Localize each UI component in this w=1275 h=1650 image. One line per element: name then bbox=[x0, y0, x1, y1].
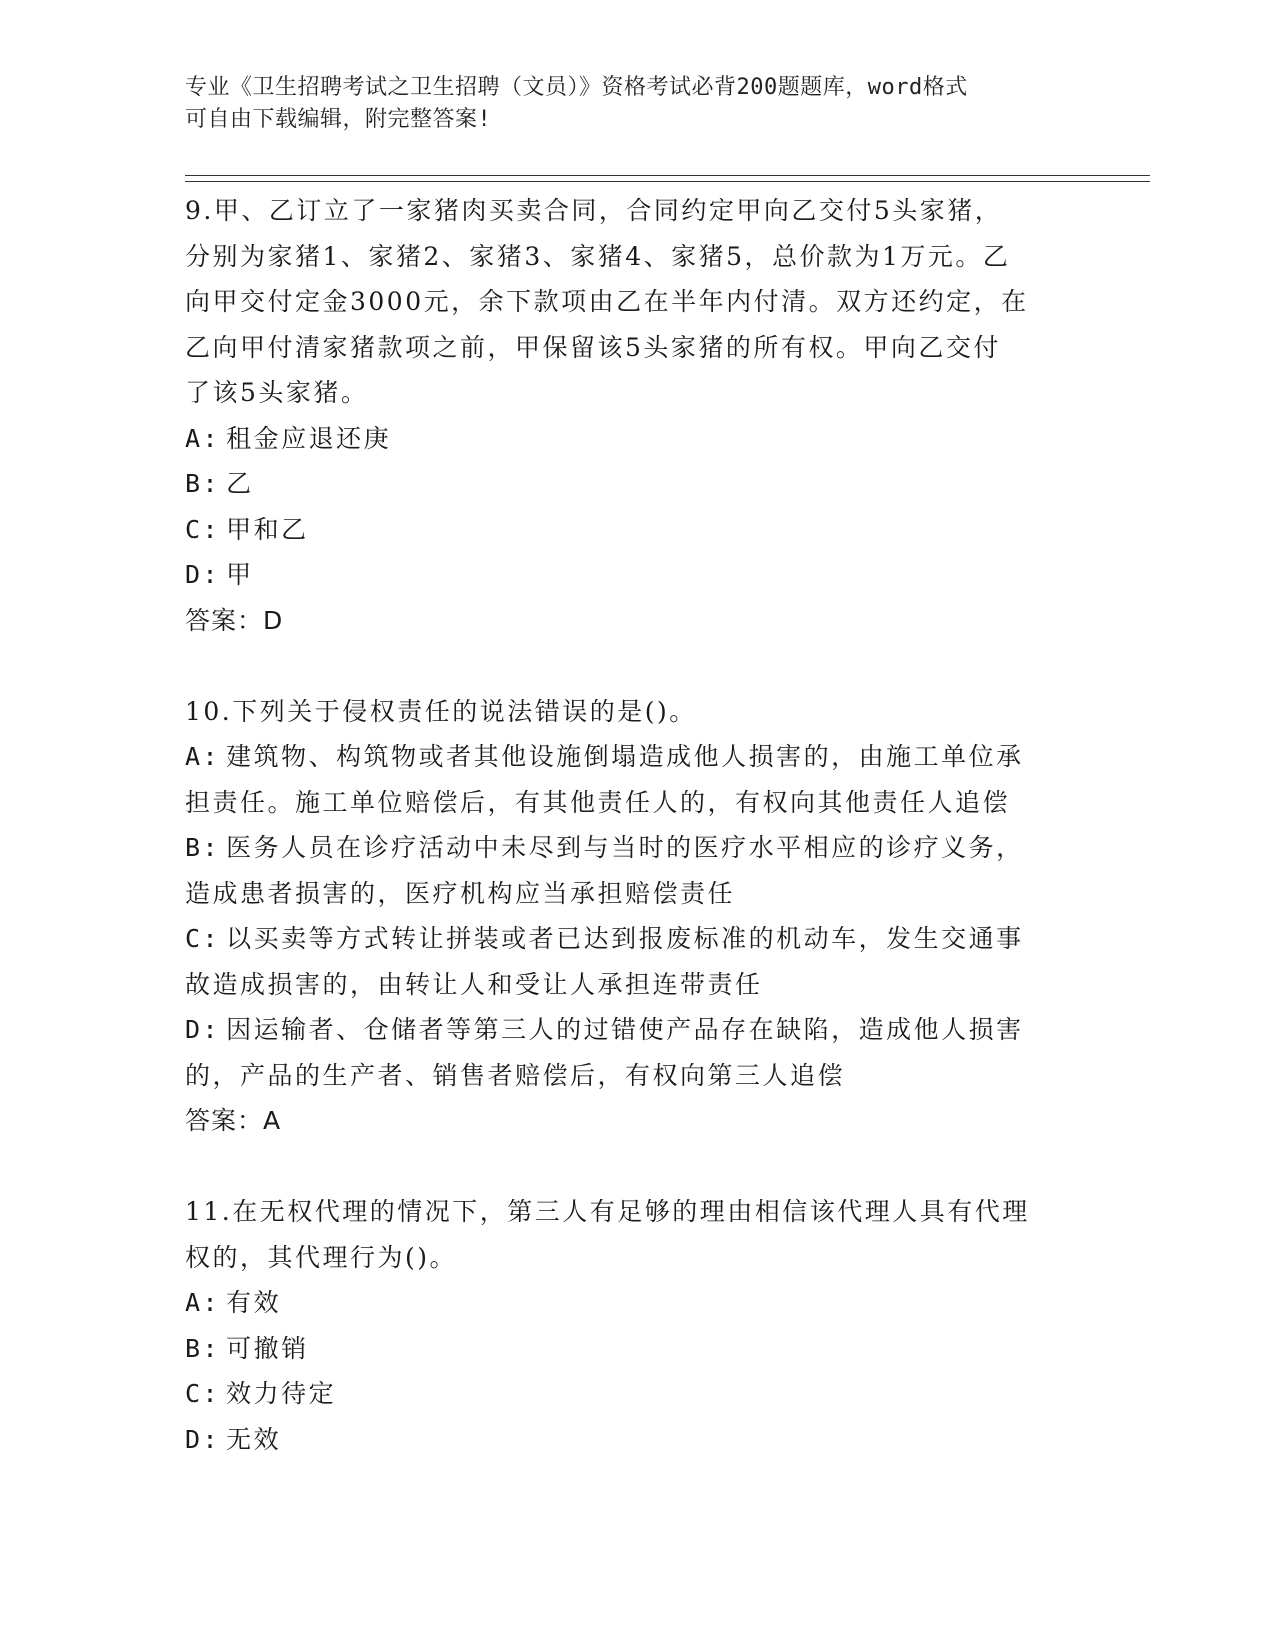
option-letter: A: bbox=[185, 423, 221, 453]
question-spacer bbox=[185, 1144, 1085, 1190]
question-stem-line: 11.在无权代理的情况下，第三人有足够的理由相信该代理人具有代理 bbox=[185, 1197, 1030, 1226]
option-line bbox=[185, 461, 1085, 507]
header-rule-top bbox=[185, 175, 1150, 176]
option-line bbox=[185, 1371, 1085, 1417]
option-text: 因运输者、仓储者等第三人的过错使产品存在缺陷，造成他人损害 bbox=[226, 1015, 1024, 1044]
question-block bbox=[185, 188, 1085, 643]
option-text: 以买卖等方式转让拼装或者已达到报废标准的机动车，发生交通事 bbox=[226, 924, 1024, 953]
option-line bbox=[185, 1007, 1085, 1053]
option-letter: C: bbox=[185, 924, 221, 953]
header-rule-bottom bbox=[185, 181, 1150, 182]
option-letter: B: bbox=[185, 1333, 221, 1363]
option-line bbox=[185, 871, 1085, 917]
question-stem-line: 乙向甲付清家猪款项之前，甲保留该5头家猪的所有权。甲向乙交付 bbox=[185, 332, 1001, 362]
option-line bbox=[185, 416, 1085, 462]
question-stem-line: 了该5头家猪。 bbox=[185, 378, 369, 407]
question-stem-line: 9.甲、乙订立了一家猪肉买卖合同，合同约定甲向乙交付5头家猪， bbox=[185, 196, 1003, 225]
option-text: 无效 bbox=[226, 1424, 282, 1454]
option-text: 甲 bbox=[226, 560, 254, 589]
option-line bbox=[185, 1417, 1085, 1463]
option-line bbox=[185, 1280, 1085, 1326]
option-text: 造成患者损害的，医疗机构应当承担赔偿责任 bbox=[185, 878, 736, 908]
header-line-1: 专业《卫生招聘考试之卫生招聘（文员）》资格考试必背200题题库，word格式 bbox=[185, 75, 968, 100]
option-text: 效力待定 bbox=[226, 1379, 337, 1408]
option-letter: A: bbox=[185, 742, 221, 771]
option-letter: D: bbox=[185, 1015, 221, 1044]
option-line bbox=[185, 1053, 1085, 1099]
question-stem-line: 分别为家猪1、家猪2、家猪3、家猪4、家猪5，总价款为1万元。乙 bbox=[185, 241, 1011, 271]
option-line bbox=[185, 916, 1085, 962]
question-list bbox=[185, 188, 1085, 1462]
option-text: 租金应退还庚 bbox=[226, 423, 392, 453]
option-line bbox=[185, 780, 1085, 826]
answer-line: 答案：D bbox=[185, 605, 284, 635]
option-text: 有效 bbox=[226, 1288, 282, 1317]
option-letter: C: bbox=[185, 514, 221, 544]
question-spacer bbox=[185, 643, 1085, 689]
option-text: 故造成损害的，由转让人和受让人承担连带责任 bbox=[185, 969, 763, 999]
option-text: 甲和乙 bbox=[226, 514, 309, 544]
option-text: 的，产品的生产者、销售者赔偿后，有权向第三人追偿 bbox=[185, 1060, 846, 1090]
option-line bbox=[185, 962, 1085, 1008]
option-text: 乙 bbox=[226, 469, 254, 498]
option-text: 担责任。施工单位赔偿后，有其他责任人的，有权向其他责任人追偿 bbox=[185, 787, 1011, 817]
option-letter: A: bbox=[185, 1288, 221, 1317]
option-text: 可撤销 bbox=[226, 1333, 309, 1363]
option-letter: B: bbox=[185, 833, 221, 862]
option-line bbox=[185, 552, 1085, 598]
option-line bbox=[185, 734, 1085, 780]
option-line bbox=[185, 1326, 1085, 1372]
question-block bbox=[185, 689, 1085, 1144]
question-block bbox=[185, 1189, 1085, 1462]
option-line bbox=[185, 825, 1085, 871]
question-stem-line: 向甲交付定金3000元，余下款项由乙在半年内付清。双方还约定，在 bbox=[185, 287, 1029, 316]
option-line bbox=[185, 507, 1085, 553]
option-text: 建筑物、构筑物或者其他设施倒塌造成他人损害的，由施工单位承 bbox=[226, 742, 1024, 771]
question-stem-line: 10.下列关于侵权责任的说法错误的是()。 bbox=[185, 696, 697, 726]
option-letter: D: bbox=[185, 1424, 221, 1454]
option-text: 医务人员在诊疗活动中未尽到与当时的医疗水平相应的诊疗义务， bbox=[226, 833, 1024, 862]
answer-line: 答案：A bbox=[185, 1106, 282, 1135]
question-stem-line: 权的，其代理行为()。 bbox=[185, 1242, 458, 1272]
option-letter: D: bbox=[185, 560, 221, 589]
document-header bbox=[185, 72, 1085, 136]
option-letter: C: bbox=[185, 1379, 221, 1408]
header-line-2: 可自由下载编辑，附完整答案! bbox=[185, 107, 492, 132]
option-letter: B: bbox=[185, 469, 221, 498]
